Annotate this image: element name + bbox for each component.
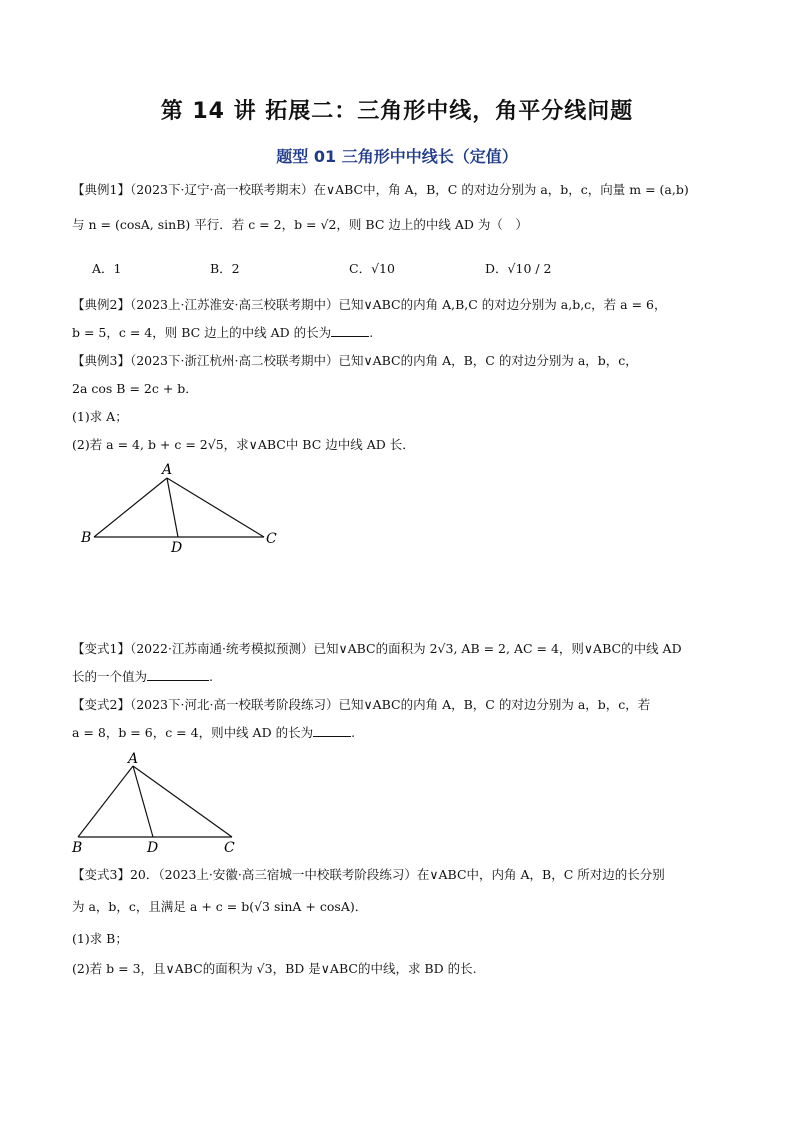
side-ab xyxy=(78,766,133,837)
vertex-b-label: B xyxy=(72,840,83,856)
vertex-a-label: A xyxy=(128,751,139,767)
variant-3-line-1: 【变式3】20．（2023上·安徽·高三宿城一中校联考阶段练习）在∨ABC中，内角 A，B，C 所对边的长分别 xyxy=(72,867,665,882)
variant-1-line-1: 【变式1】（2022·江苏南通·统考模拟预测）已知∨ABC的面积为 2√3, AB = 2, AC = 4，则∨ABC的中线 AD xyxy=(72,641,682,656)
option-d: D．√10 / 2 xyxy=(485,261,552,276)
variant-3-line-2: 为 a，b，c，且满足 a + c = b(√3 sinA + cosA)． xyxy=(72,899,368,914)
page-title: 第 14 讲 拓展二：三角形中线，角平分线问题 xyxy=(160,99,634,124)
example-2-text: b = 5，c = 4，则 BC 边上的中线 AD 的长为 xyxy=(72,325,332,340)
variant-2-text: a = 8，b = 6，c = 4，则中线 AD 的长为 xyxy=(72,725,314,740)
point-d-label: D xyxy=(171,540,183,556)
option-a: A．1 xyxy=(92,261,122,276)
variant-2-line-1: 【变式2】（2023下·河北·高一校联考阶段练习）已知∨ABC的内角 A，B，C 的对边分别为 a，b，c，若 xyxy=(72,697,651,712)
option-c: C．√10 xyxy=(349,261,395,276)
vertex-c-label: C xyxy=(266,531,277,547)
vertex-c-label: C xyxy=(224,840,235,856)
example-1-line-2: 与 n = (cosA, sinB) 平行．若 c = 2，b = √2，则 BC 边上的中线 AD 为（ ） xyxy=(72,217,528,232)
variant-3-question-2: (2)若 b = 3，且∨ABC的面积为 √3，BD 是∨ABC的中线，求 BD 的长. xyxy=(72,961,477,976)
example-3-line-2: 2a cos B = 2c + b． xyxy=(72,381,198,396)
example-2-line-1: 【典例2】（2023上·江苏淮安·高三校联考期中）已知∨ABC的内角 A,B,C 的对边分别为 a,b,c，若 a = 6， xyxy=(72,297,667,312)
side-ac xyxy=(133,766,232,837)
variant-3-question-1: (1)求 B； xyxy=(72,931,128,946)
example-1-line-1: 【典例1】（2023下·辽宁·高一校联考期末）在∨ABC中，角 A，B，C 的对边分别为 a，b，c，向量 m = (a,b) xyxy=(72,182,689,197)
example-3-question-1: (1)求 A； xyxy=(72,409,128,424)
variant-1-line-2: 长的一个值为 . xyxy=(72,669,213,684)
example-3-question-2: (2)若 a = 4, b + c = 2√5，求∨ABC中 BC 边中线 AD 长． xyxy=(72,437,415,452)
median-ad xyxy=(133,766,153,837)
vertex-b-label: B xyxy=(81,530,92,546)
vertex-a-label: A xyxy=(162,462,173,478)
variant-1-text: 长的一个值为 xyxy=(72,669,148,684)
point-d-label: D xyxy=(147,840,159,856)
example-2-line-2: b = 5，c = 4，则 BC 边上的中线 AD 的长为 . xyxy=(72,325,374,340)
section-title: 题型 01 三角形中中线长（定值） xyxy=(276,147,518,166)
option-b: B．2 xyxy=(210,261,240,276)
variant-2-line-2: a = 8，b = 6，c = 4，则中线 AD 的长为 . xyxy=(72,725,356,740)
example-3-line-1: 【典例3】（2023下·浙江杭州·高二校联考期中）已知∨ABC的内角 A，B，C 的对边分别为 a，b，c， xyxy=(72,353,638,368)
